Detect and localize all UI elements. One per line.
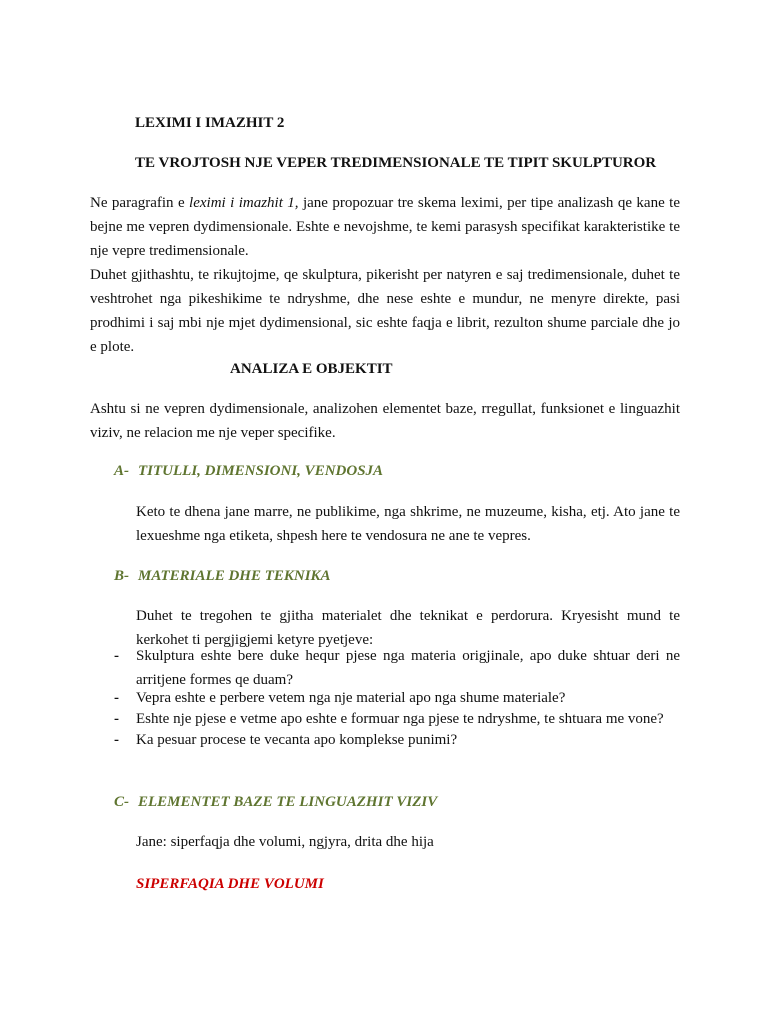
section-title-object-analysis: ANALIZA E OBJEKTIT <box>230 361 393 377</box>
intro-paragraph <box>90 191 680 263</box>
bullet-text: Ka pesuar procese te vecanta apo komplekse punimi? <box>136 732 458 748</box>
section-b-heading <box>114 564 331 588</box>
paragraph-sculpture-viewpoints: Duhet gjithashtu, te rikujtojme, qe skulptura, pikerisht per natyren e saj tredimensionale, duhet te veshtrohet nga pikeshikime te ndryshme, dhe nese eshte e mundur, ne menyre direkte, pasi prodhimi i saj mbi nje mjet dydimensional, sic eshte faqja e librit, rezulton shume parciale dhe jo e plote. <box>90 267 680 355</box>
intro-rest: jane propozuar tre skema leximi, per tipe analizash qe kane te bejne me vepren dydimensionale. Eshte e nevojshme, te kemi parasysh specifikat karakteristike te nje vepre tredimensionale. <box>90 195 680 259</box>
intro-italic-reference: leximi i imazhit 1, <box>189 195 299 211</box>
doc-title: LEXIMI I IMAZHIT 2 <box>135 115 285 131</box>
list-item <box>114 644 680 692</box>
section-a-letter: A- <box>114 463 129 479</box>
section-c-text: Jane: siperfaqja dhe volumi, ngjyra, drita dhe hija <box>136 834 434 850</box>
bullet-text: Vepra eshte e perbere vetem nga nje material apo nga shume materiale? <box>136 690 566 706</box>
intro-lead: Ne paragrafin e <box>90 195 190 211</box>
section-a-text: Keto te dhena jane marre, ne publikime, nga shkrime, ne muzeume, kisha, etj. Ato jane te lexueshme nga etiketa, shpesh here te vendosura ne ane te vepres. <box>136 504 680 544</box>
section-c-letter: C- <box>114 794 129 810</box>
bullet-dash: - <box>114 690 119 706</box>
section-b-title: MATERIALE DHE TEKNIKA <box>138 568 331 584</box>
section-c-title: ELEMENTET BAZE TE LINGUAZHIT VIZIV <box>138 794 438 810</box>
doc-subtitle: TE VROJTOSH NJE VEPER TREDIMENSIONALE TE TIPIT SKULPTUROR <box>135 155 657 171</box>
bullet-dash: - <box>114 711 119 727</box>
bullet-dash: - <box>114 732 119 748</box>
bullet-text: Eshte nje pjese e vetme apo eshte e formuar nga pjese te ndryshme, te shtuara me vone? <box>136 711 664 727</box>
bullet-dash: - <box>114 648 119 664</box>
list-item <box>114 728 680 752</box>
section-b-letter: B- <box>114 568 129 584</box>
paragraph-visual-language: Ashtu si ne vepren dydimensionale, analizohen elementet baze, rregullat, funksionet e linguazhit viziv, ne relacion me nje veper specifike. <box>90 401 680 441</box>
section-a-heading <box>114 459 383 483</box>
section-a-title: TITULLI, DIMENSIONI, VENDOSJA <box>138 463 384 479</box>
bullet-text: Skulptura eshte bere duke hequr pjese nga materia origjinale, apo duke shtuar deri ne arritjene formes qe duam? <box>136 648 680 688</box>
section-b-text: Duhet te tregohen te gjitha materialet dhe teknikat e perdorura. Kryesisht mund te kerkohet ti pergjigjemi ketyre pyetjeve: <box>136 608 680 648</box>
section-c-heading <box>114 790 437 814</box>
subsection-heading: SIPERFAQIA DHE VOLUMI <box>136 876 324 892</box>
